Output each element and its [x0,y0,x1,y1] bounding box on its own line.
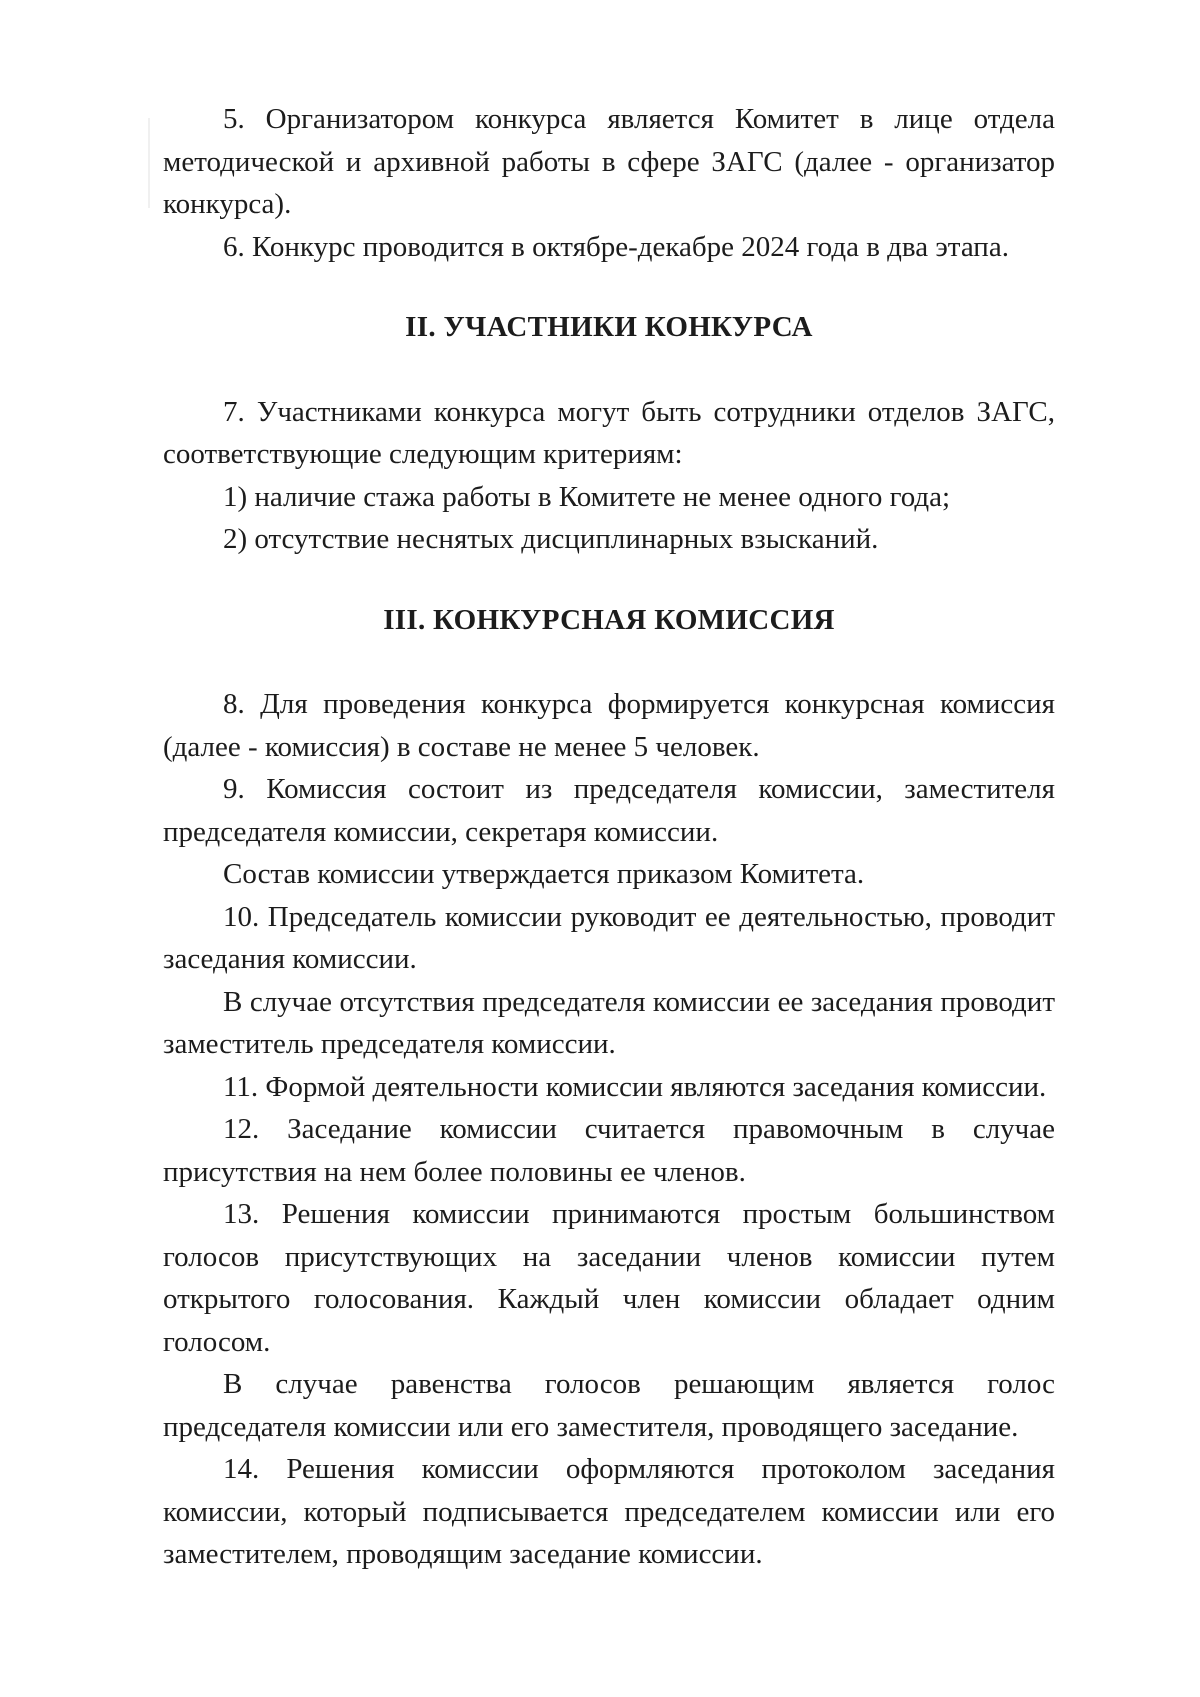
paragraph-11: 11. Формой деятельности комиссии являются заседания комиссии. [223,1070,1047,1103]
criterion-1: 1) наличие стажа работы в Комитете не менее одного года; [223,480,951,513]
document-body [163,98,1055,1576]
criterion-2: 2) отсутствие неснятых дисциплинарных взысканий. [223,523,879,555]
paragraph-9-composition: Состав комиссии утверждается приказом Комитета. [223,858,865,890]
section-heading-participants: II. УЧАСТНИКИ КОНКУРСА [405,311,813,343]
paragraph-13-tie: В случае равенства голосов решающим является голос председателя комиссии или его заместителя, проводящего заседание. [163,1368,1055,1443]
paragraph-9: 9. Комиссия состоит из председателя комиссии, заместителя председателя комиссии, секретаря комиссии. [163,773,1055,848]
paragraph-7: 7. Участниками конкурса могут быть сотрудники отделов ЗАГС, соответствующие следующим критериям: [163,395,1055,470]
paragraph-10-absence: В случае отсутствия председателя комиссии ее заседания проводит заместитель председателя комиссии. [163,985,1055,1060]
paragraph-10: 10. Председатель комиссии руководит ее деятельностью, проводит заседания комиссии. [163,900,1055,975]
paragraph-13: 13. Решения комиссии принимаются простым большинством голосов присутствующих на заседании членов комиссии путем открытого голосования. Каждый член комиссии обладает одним голосом. [163,1198,1055,1358]
paragraph-8: 8. Для проведения конкурса формируется конкурсная комиссия (далее - комиссия) в составе не менее 5 человек. [163,688,1055,763]
paragraph-6: 6. Конкурс проводится в октябре-декабре 2024 года в два этапа. [223,230,1009,263]
scan-margin-mark [148,118,150,208]
paragraph-12: 12. Заседание комиссии считается правомочным в случае присутствия на нем более половины ее членов. [163,1113,1055,1188]
paragraph-5: 5. Организатором конкурса является Комитет в лице отдела методической и архивной работы в сфере ЗАГС (далее - организатор конкурса). [163,103,1055,220]
section-heading-commission: III. КОНКУРСНАЯ КОМИССИЯ [383,603,835,636]
paragraph-14: 14. Решения комиссии оформляются протоколом заседания комиссии, который подписывается председателем комиссии или его заместителем, проводящим заседание комиссии. [163,1453,1055,1570]
